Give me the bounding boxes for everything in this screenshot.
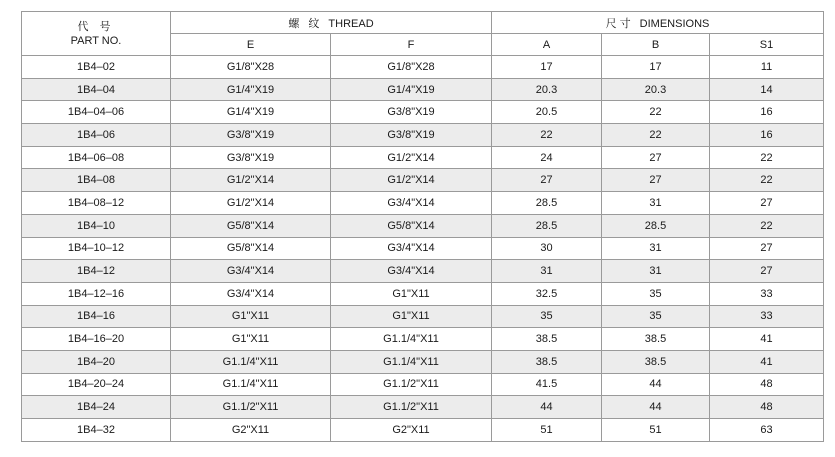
- cell-part-no: 1B4–08: [22, 169, 171, 192]
- table-row: [22, 101, 824, 124]
- thread-group-header: [171, 12, 492, 34]
- cell-thread-e: G3/4"X14: [171, 282, 331, 305]
- cell-dim-s1: 27: [710, 260, 824, 283]
- col-header-b: B: [602, 34, 710, 56]
- cell-thread-e: G1.1/4"X11: [171, 373, 331, 396]
- cell-dim-a: 31: [492, 260, 602, 283]
- col-header-a: A: [492, 34, 602, 56]
- col-header-e: E: [171, 34, 331, 56]
- table-row: [22, 328, 824, 351]
- cell-thread-f: G1/2"X14: [331, 169, 492, 192]
- cell-part-no: 1B4–02: [22, 56, 171, 79]
- cell-dim-b: 51: [602, 419, 710, 442]
- cell-dim-s1: 27: [710, 237, 824, 260]
- cell-dim-b: 35: [602, 282, 710, 305]
- cell-thread-f: G3/8"X19: [331, 101, 492, 124]
- cell-dim-s1: 48: [710, 396, 824, 419]
- dimensions-header-zh: 尺寸: [605, 17, 634, 30]
- table-row: [22, 78, 824, 101]
- table-row: [22, 56, 824, 79]
- cell-thread-e: G5/8"X14: [171, 214, 331, 237]
- table-row: [22, 282, 824, 305]
- cell-dim-b: 31: [602, 260, 710, 283]
- cell-dim-a: 20.5: [492, 101, 602, 124]
- table-row: [22, 146, 824, 169]
- col-header-f: F: [331, 34, 492, 56]
- cell-thread-f: G2"X11: [331, 419, 492, 442]
- cell-dim-b: 38.5: [602, 350, 710, 373]
- table-body: [22, 56, 824, 442]
- cell-dim-a: 30: [492, 237, 602, 260]
- cell-thread-e: G1/2"X14: [171, 169, 331, 192]
- cell-thread-e: G1/2"X14: [171, 192, 331, 215]
- cell-thread-f: G1/8"X28: [331, 56, 492, 79]
- cell-thread-e: G1.1/2"X11: [171, 396, 331, 419]
- cell-dim-a: 20.3: [492, 78, 602, 101]
- cell-thread-e: G2"X11: [171, 419, 331, 442]
- cell-thread-e: G3/4"X14: [171, 260, 331, 283]
- cell-dim-s1: 22: [710, 214, 824, 237]
- cell-dim-s1: 41: [710, 350, 824, 373]
- cell-dim-s1: 11: [710, 56, 824, 79]
- cell-thread-f: G1/2"X14: [331, 146, 492, 169]
- cell-part-no: 1B4–24: [22, 396, 171, 419]
- dimensions-header-en: DIMENSIONS: [639, 17, 710, 30]
- cell-dim-a: 27: [492, 169, 602, 192]
- cell-thread-f: G1.1/2"X11: [331, 396, 492, 419]
- cell-dim-a: 24: [492, 146, 602, 169]
- cell-part-no: 1B4–04–06: [22, 101, 171, 124]
- cell-thread-f: G1"X11: [331, 305, 492, 328]
- cell-thread-f: G1.1/4"X11: [331, 328, 492, 351]
- cell-dim-b: 31: [602, 192, 710, 215]
- cell-dim-s1: 63: [710, 419, 824, 442]
- cell-dim-b: 31: [602, 237, 710, 260]
- cell-dim-b: 35: [602, 305, 710, 328]
- cell-dim-a: 17: [492, 56, 602, 79]
- cell-dim-b: 17: [602, 56, 710, 79]
- table-row: [22, 373, 824, 396]
- cell-part-no: 1B4–16–20: [22, 328, 171, 351]
- part-no-header-zh: 代 号: [77, 20, 115, 33]
- cell-dim-s1: 48: [710, 373, 824, 396]
- cell-dim-b: 27: [602, 169, 710, 192]
- cell-part-no: 1B4–04: [22, 78, 171, 101]
- cell-thread-f: G3/4"X14: [331, 192, 492, 215]
- cell-dim-b: 38.5: [602, 328, 710, 351]
- cell-dim-b: 44: [602, 396, 710, 419]
- cell-thread-e: G1.1/4"X11: [171, 350, 331, 373]
- cell-dim-b: 28.5: [602, 214, 710, 237]
- cell-thread-e: G1"X11: [171, 305, 331, 328]
- table-row: [22, 396, 824, 419]
- cell-dim-a: 28.5: [492, 214, 602, 237]
- table-row: [22, 237, 824, 260]
- cell-dim-s1: 16: [710, 101, 824, 124]
- thread-header-en: THREAD: [328, 17, 374, 30]
- cell-thread-f: G5/8"X14: [331, 214, 492, 237]
- dimensions-group-header: [492, 12, 824, 34]
- cell-dim-s1: 16: [710, 124, 824, 147]
- cell-thread-e: G3/8"X19: [171, 124, 331, 147]
- cell-part-no: 1B4–06: [22, 124, 171, 147]
- cell-dim-a: 32.5: [492, 282, 602, 305]
- cell-dim-a: 28.5: [492, 192, 602, 215]
- cell-dim-b: 44: [602, 373, 710, 396]
- thread-header-zh: 螺 纹: [288, 17, 323, 30]
- cell-part-no: 1B4–20–24: [22, 373, 171, 396]
- part-no-header: [22, 12, 171, 56]
- cell-part-no: 1B4–20: [22, 350, 171, 373]
- cell-dim-a: 44: [492, 396, 602, 419]
- table-row: [22, 192, 824, 215]
- cell-dim-a: 38.5: [492, 350, 602, 373]
- table-row: [22, 350, 824, 373]
- cell-dim-s1: 22: [710, 169, 824, 192]
- header-row-top: [22, 12, 824, 34]
- table-row: [22, 124, 824, 147]
- cell-thread-e: G1/8"X28: [171, 56, 331, 79]
- table-row: [22, 260, 824, 283]
- cell-part-no: 1B4–08–12: [22, 192, 171, 215]
- cell-dim-a: 22: [492, 124, 602, 147]
- cell-thread-f: G1"X11: [331, 282, 492, 305]
- cell-thread-e: G1/4"X19: [171, 101, 331, 124]
- cell-thread-f: G3/4"X14: [331, 260, 492, 283]
- cell-dim-b: 20.3: [602, 78, 710, 101]
- cell-thread-e: G1"X11: [171, 328, 331, 351]
- cell-thread-f: G1.1/4"X11: [331, 350, 492, 373]
- cell-thread-e: G1/4"X19: [171, 78, 331, 101]
- cell-thread-f: G3/8"X19: [331, 124, 492, 147]
- table-row: [22, 214, 824, 237]
- table-row: [22, 419, 824, 442]
- cell-thread-f: G1.1/2"X11: [331, 373, 492, 396]
- table-row: [22, 305, 824, 328]
- cell-dim-b: 22: [602, 124, 710, 147]
- cell-dim-s1: 22: [710, 146, 824, 169]
- cell-part-no: 1B4–06–08: [22, 146, 171, 169]
- cell-thread-e: G5/8"X14: [171, 237, 331, 260]
- cell-dim-b: 22: [602, 101, 710, 124]
- dimension-table: [21, 11, 824, 442]
- cell-dim-a: 51: [492, 419, 602, 442]
- cell-part-no: 1B4–10: [22, 214, 171, 237]
- cell-thread-f: G1/4"X19: [331, 78, 492, 101]
- cell-part-no: 1B4–12: [22, 260, 171, 283]
- cell-dim-s1: 33: [710, 282, 824, 305]
- cell-thread-e: G3/8"X19: [171, 146, 331, 169]
- cell-dim-s1: 14: [710, 78, 824, 101]
- cell-dim-a: 35: [492, 305, 602, 328]
- cell-dim-a: 41.5: [492, 373, 602, 396]
- cell-part-no: 1B4–10–12: [22, 237, 171, 260]
- cell-part-no: 1B4–16: [22, 305, 171, 328]
- col-header-s1: S1: [710, 34, 824, 56]
- part-no-header-en: PART NO.: [70, 34, 122, 47]
- cell-part-no: 1B4–12–16: [22, 282, 171, 305]
- cell-dim-s1: 41: [710, 328, 824, 351]
- table-header: [22, 12, 824, 56]
- cell-dim-s1: 27: [710, 192, 824, 215]
- cell-thread-f: G3/4"X14: [331, 237, 492, 260]
- cell-part-no: 1B4–32: [22, 419, 171, 442]
- table-row: [22, 169, 824, 192]
- cell-dim-s1: 33: [710, 305, 824, 328]
- cell-dim-a: 38.5: [492, 328, 602, 351]
- cell-dim-b: 27: [602, 146, 710, 169]
